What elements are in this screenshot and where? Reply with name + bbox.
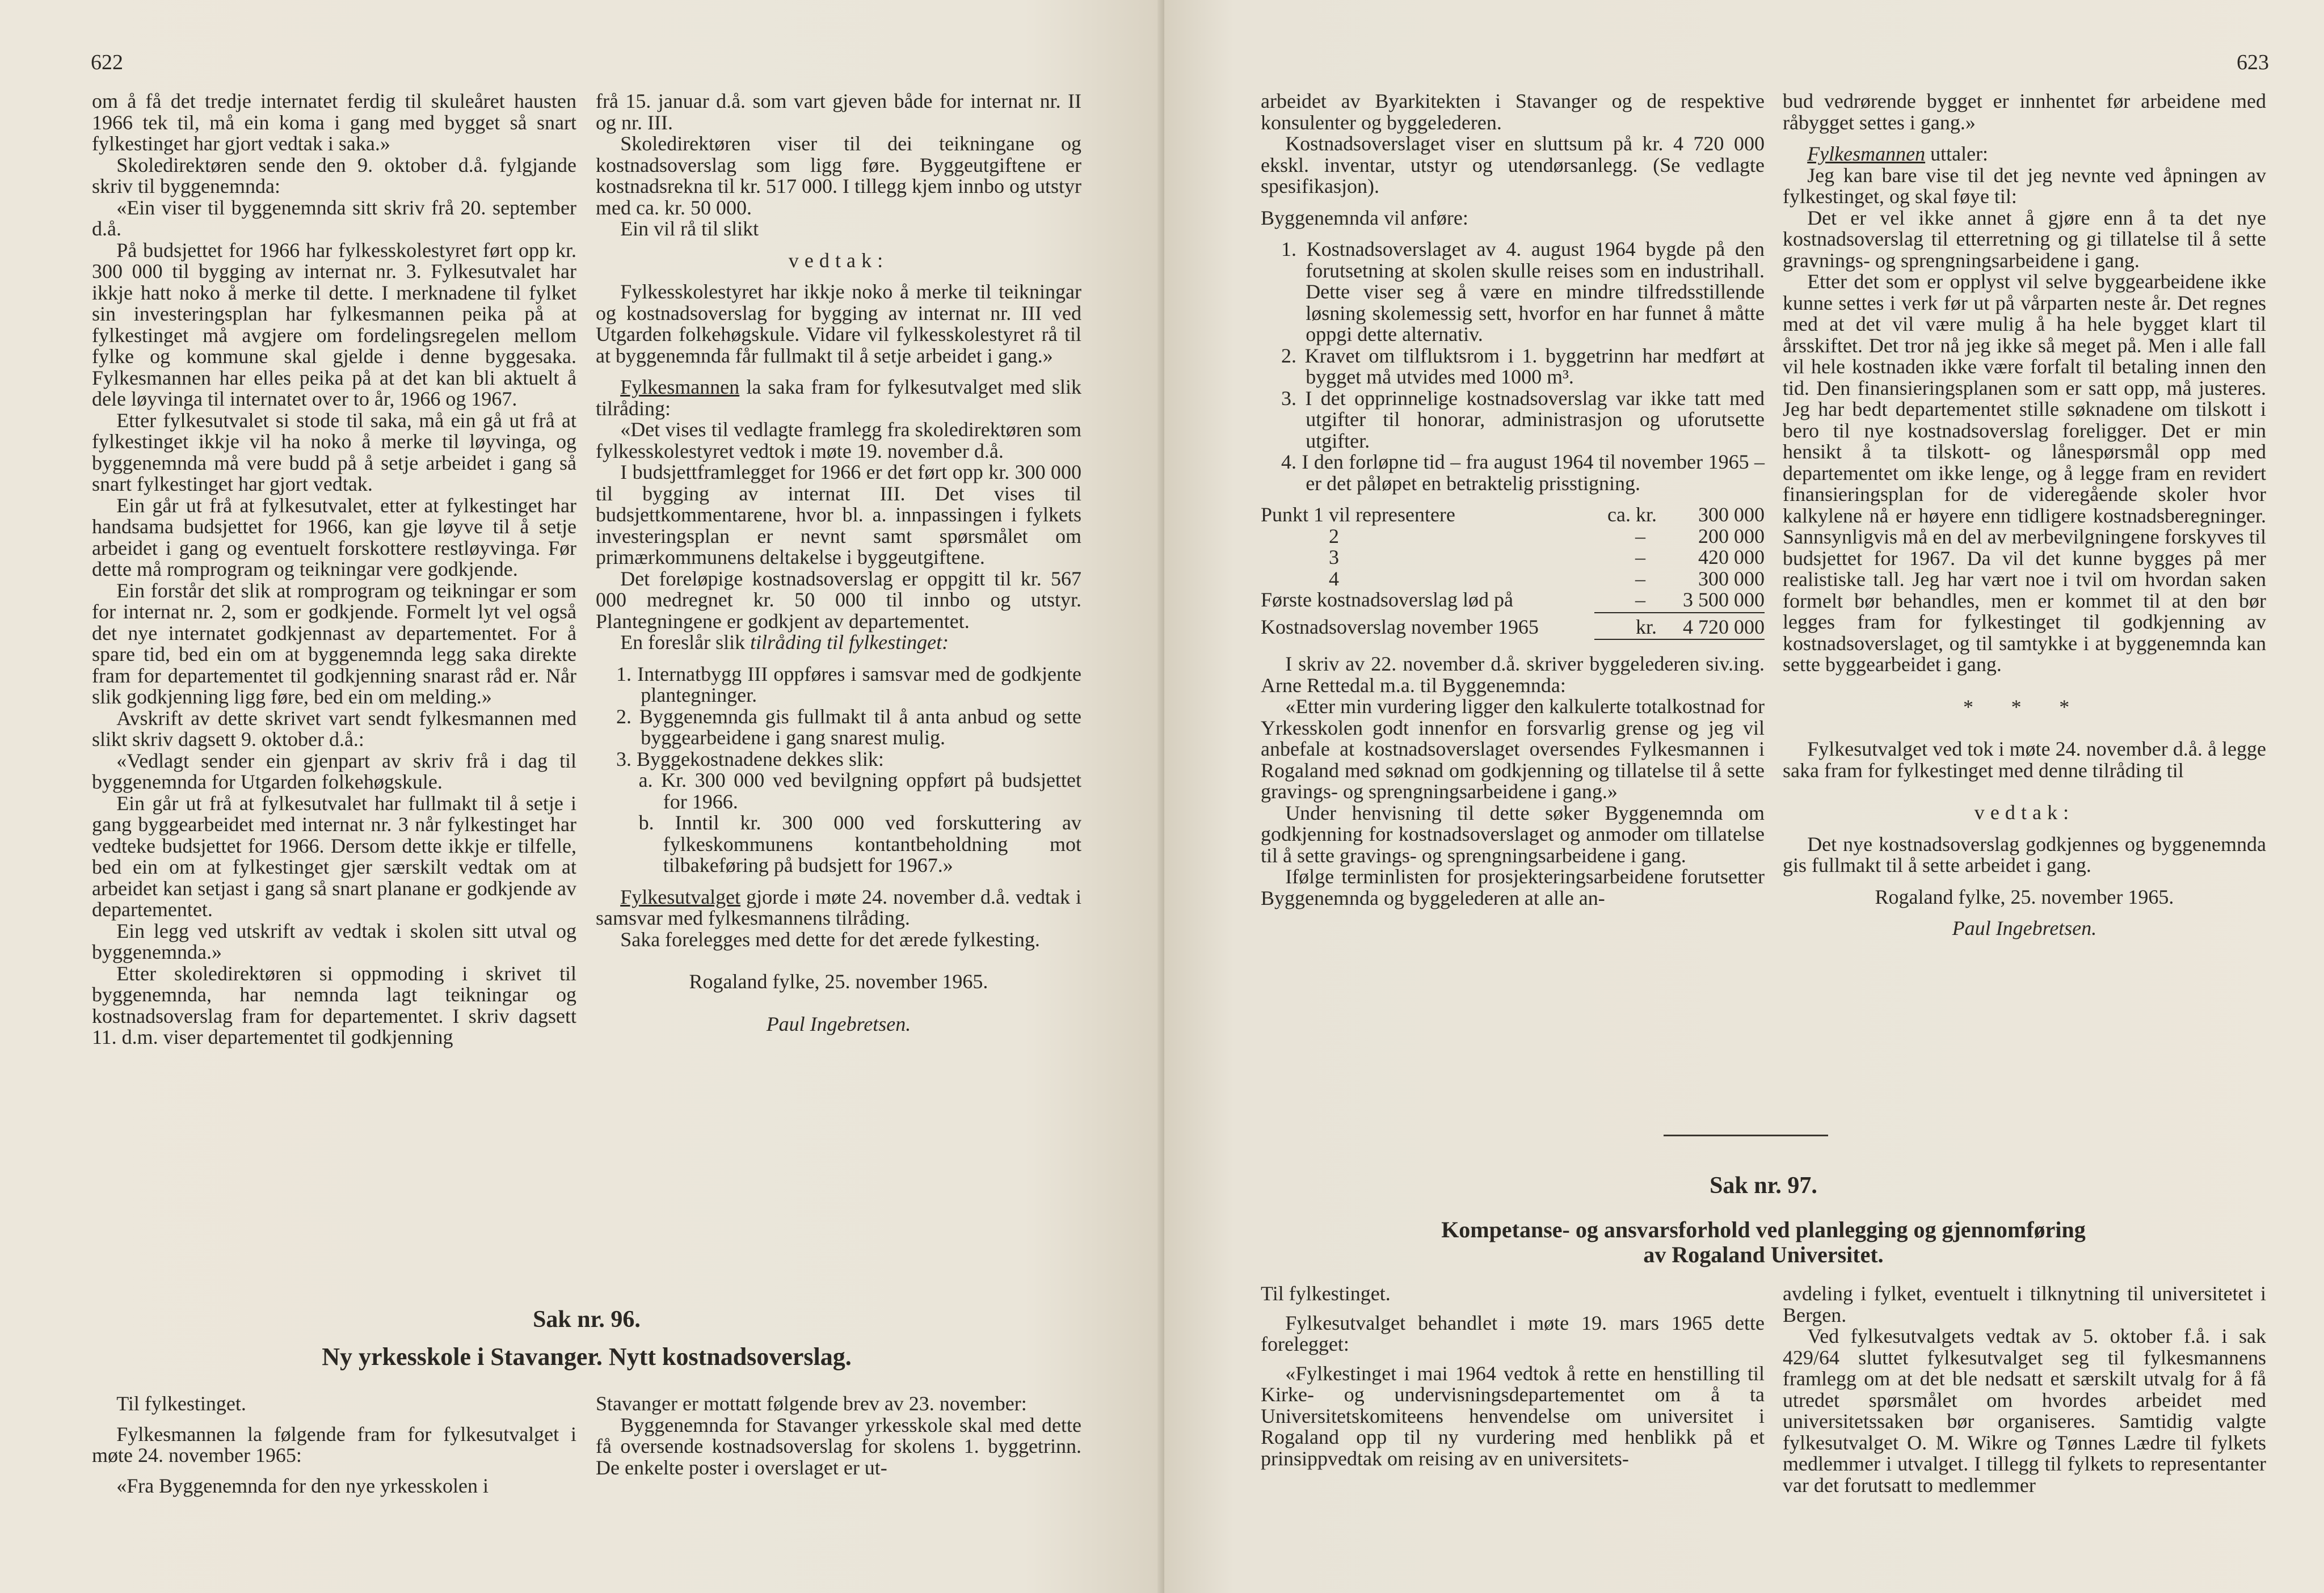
cost-amount: 200 000	[1698, 524, 1765, 547]
paragraph: «Fylkestinget i mai 1964 vedtok å rette en henstilling til Kirke- og undervisningsdepartementet om å ta Universitetskomiteens henvendelse om universitet i Rogaland opp til ny vurdering med henblikk på et prinsippvedtak om reising av en universitets-	[1261, 1362, 1765, 1470]
paragraph: Saka forelegges med dette for det ærede fylkesting.	[620, 928, 1040, 951]
paragraph: Kostnadsoverslaget viser en sluttsum på kr. 4 720 000 ekskl. inventar, utstyr og utendørsanlegg. (Se vedlagte spesifikasjon).	[1261, 132, 1765, 197]
paragraph	[596, 632, 1081, 654]
paragraph: Ein går ut frå at fylkesutvalet, etter at fylkestinget har handsama budsjettet for 1966, kan gje løyve til å setje arbeidet i gang og eventuelt forskottere restløyvinga. Før dette må romprogram og teikningar vere godkjende.	[92, 494, 576, 580]
fylkesmannen-label: Fylkesmannen	[1807, 142, 1926, 165]
right-column-2	[1783, 91, 2266, 939]
paragraph: Det er vel ikke annet å gjøre enn å ta det nye kostnadsoverslag til etterretning og gi tillatelse til å sette gravnings- og sprengningsarbeidene i gang.	[1783, 206, 2266, 272]
total-rule	[1594, 639, 1765, 640]
paragraph: om å få det tredje internatet ferdig til skuleåret hausten 1966 tek til, må ein koma i gang med bygget så snart fylkestinget har gjort vedtak i saka.»	[92, 90, 576, 155]
paragraph: «Ein viser til byggenemnda sitt skriv frå 20. september d.å.	[92, 196, 576, 240]
cost-total-amount: 4 720 000	[1683, 615, 1765, 638]
list-item: 1. Kostnadsoverslaget av 4. august 1964 bygde på den forutsetning at skolen skulle reises som en industrihall. Dette viser seg å være en mindre tilfredsstillende løsning skolemessig sett, hvorfor en har funnet å måtte oppgi dette alternativ.	[1281, 238, 1765, 345]
paragraph: Ein forstår det slik at romprogram og teikningar er som for internat nr. 2, som er godkjende. Formelt lyt vel også det nye internatet godkjennast av departementet. For å spare tid, bed ein om at byggenemnda legg saka direkte fram for departementet til godkjenning snarast råd er. Når slik godkjenning ligg føre, bed ein om melding.»	[92, 579, 576, 708]
cost-table	[1261, 504, 1765, 643]
text-span: uttaler:	[1925, 142, 1989, 165]
signature: Paul Ingebretsen.	[766, 1012, 911, 1035]
list-item: 4. I den forløpne tid – fra august 1964 til november 1965 – er det påløpet en betraktelig prisstigning.	[1281, 450, 1765, 495]
cost-amount: 420 000	[1698, 546, 1765, 568]
cost-total-label: Kostnadsoverslag november 1965	[1261, 615, 1539, 638]
paragraph: Jeg kan bare vise til det jeg nevnte ved åpningen av fylkestinget, og skal føye til:	[1783, 163, 2266, 208]
right-bottom-column-2	[1783, 1283, 2266, 1496]
cost-prefix: –	[1635, 588, 1645, 611]
paragraph: «Vedlagt sender ein gjenpart av skriv frå i dag til byggenemnda for Utgarden folkehøgskule.	[92, 749, 576, 793]
vedtak-heading: vedtak:	[1974, 801, 2075, 824]
paragraph: «Fra Byggenemnda for den nye yrkesskolen i	[116, 1474, 489, 1497]
fylkesmannen-label: Fylkesmannen	[620, 376, 740, 398]
sak-97-title: Sak nr. 97.	[1710, 1173, 1817, 1199]
paragraph: «Etter min vurdering ligger den kalkulerte totalkostnad for Yrkesskolen godt innenfor en forsvarlig grense og jeg vil anbefale at kostnadsoverslaget oversendes Fylkesmannen i Rogaland med søknad om godkjenning og tillatelse til å sette gravings- og sprengningsarbeidene i gang.»	[1261, 695, 1765, 803]
list-item: 2. Byggenemnda gis fullmakt til å anta anbud og sette byggearbeidene i gang snarest mulig.	[616, 705, 1081, 749]
cost-prefix: –	[1635, 546, 1645, 568]
sak-96-subtitle: Ny yrkesskole i Stavanger. Nytt kostnadsoverslag.	[322, 1343, 852, 1371]
paragraph: Fylkesutvalget ved tok i møte 24. november d.å. å legge saka fram for fylkestinget med denne tilråding til	[1783, 738, 2266, 782]
paragraph: Det nye kostnadsoverslag godkjennes og byggenemnda gis fullmakt til å sette arbeidet i gang.	[1783, 832, 2266, 876]
paragraph: Det foreløpige kostnadsoverslag er oppgitt til kr. 567 000 medregnet kr. 50 000 til innbo og utstyr. Plantegningene er godkjent av departementet.	[596, 567, 1081, 633]
cost-label: 4	[1329, 567, 1339, 590]
paragraph: Etter fylkesutvalet si stode til saka, må ein gå ut frå at fylkestinget ikkje vil ha noko å merke til løyvinga, og byggenemnda må vere budd på å setje arbeidet i gang så snart fylkestinget har gjort vedtak.	[92, 408, 576, 495]
list-item: 1. Internatbygg III oppføres i samsvar med de godkjente plantegninger.	[616, 662, 1081, 706]
paragraph: Byggenemnda for Stavanger yrkesskole skal med dette få oversende kostnadsoverslag for skolens 1. byggetrinn. De enkelte poster i overslaget er ut-	[596, 1413, 1081, 1479]
paragraph: Ein legg ved utskrift av vedtak i skolen sitt utval og byggenemnda.»	[92, 919, 576, 963]
list-item: 3. Byggekostnadene dekkes slik:	[616, 747, 884, 770]
signature: Paul Ingebretsen.	[1952, 917, 2097, 939]
list-item: 2. Kravet om tilfluktsrom i 1. byggetrinn har medført at bygget må utvides med 1000 m³.	[1281, 344, 1765, 388]
sum-rule	[1594, 612, 1765, 613]
paragraph: Byggenemnda vil anføre:	[1261, 206, 1468, 229]
cost-amount: 300 000	[1698, 503, 1765, 526]
left-bottom-column-2	[596, 1393, 1081, 1478]
paragraph: Ein går ut frå at fylkesutvalet har fullmakt til å setje i gang byggearbeidet med internat nr. 3 når fylkestinget har vedteke budsjettet for 1966. Dersom dette ikkje er tilfelle, bed ein om at fylkestinget gjer særskilt vedtak om at arbeidet kan setjast i gang så snart planane er godkjende av departementet.	[92, 791, 576, 921]
cost-label: Punkt 1 vil representere	[1261, 503, 1455, 526]
paragraph: avdeling i fylket, eventuelt i tilknytning til universitetet i Bergen.	[1783, 1282, 2266, 1326]
left-column-1	[92, 91, 576, 1048]
sak-97-subtitle-line-1: Kompetanse- og ansvarsforhold ved planlegging og gjennomføring	[1441, 1217, 2086, 1242]
paragraph: bud vedrørende bygget er innhentet før arbeidene med råbygget settes i gang.»	[1783, 90, 2266, 134]
paragraph: Stavanger er mottatt følgende brev av 23. november:	[596, 1392, 1027, 1415]
fylkesutvalget-label: Fylkesutvalget	[620, 885, 741, 908]
list-item: a. Kr. 300 000 ved bevilgning oppført på budsjettet for 1966.	[638, 769, 1081, 813]
paragraph: Til fylkestinget.	[1261, 1282, 1391, 1305]
place-date: Rogaland fylke, 25. november 1965.	[1875, 885, 2174, 908]
horizontal-rule	[1664, 1135, 1828, 1136]
right-bottom-column-1	[1261, 1283, 1765, 1469]
place-date: Rogaland fylke, 25. november 1965.	[689, 970, 988, 993]
cost-amount: 300 000	[1698, 567, 1765, 590]
sak-97-subtitle-line-2: av Rogaland Universitet.	[1643, 1242, 1884, 1267]
cost-label: Første kostnadsoverslag lød på	[1261, 588, 1513, 611]
paragraph: Under henvisning til dette søker Byggenemnda om godkjenning for kostnadsoverslaget og anmoder om tillatelse til å sette gravings- og sprengningsarbeidene i gang.	[1261, 801, 1765, 867]
paragraph	[596, 377, 1081, 419]
paragraph: Ein vil rå til slikt	[620, 217, 759, 240]
paragraph: Ifølge terminlisten for prosjekteringsarbeidene forutsetter Byggenemnda og byggelederen at alle an-	[1261, 865, 1765, 909]
cost-prefix: –	[1635, 567, 1645, 590]
left-bottom-column-1	[92, 1393, 576, 1497]
cost-amount: 3 500 000	[1683, 588, 1765, 611]
paragraph: I budsjettframlegget for 1966 er det ført opp kr. 300 000 til bygging av internat III. Det vises til budsjettkommentarene, hvor bl. a. innpassingen i fylkets investeringsplan er nevnt samt spørsmålet om primærkommunens deltakelse i byggeutgiftene.	[596, 461, 1081, 568]
list-item: b. Inntil kr. 300 000 ved forskuttering av fylkeskommunens kontantbeholdning mot tilbakeføring på budsjett for 1967.»	[638, 811, 1081, 876]
cost-prefix: –	[1635, 524, 1645, 547]
page-number-right: 623	[2237, 50, 2269, 74]
text-span: la saka fram for fylkesutvalget med slik tilråding:	[596, 376, 1081, 420]
text-span: tilråding til fylkestinget:	[750, 631, 949, 654]
section-separator: * * *	[1963, 695, 2086, 718]
sak-96-title: Sak nr. 96.	[533, 1307, 641, 1333]
paragraph	[1783, 144, 2266, 165]
paragraph: Avskrift av dette skrivet vart sendt fylkesmannen med slikt skriv dagsett 9. oktober d.å.:	[92, 706, 576, 751]
paragraph: Ved fylkesutvalgets vedtak av 5. oktober f.å. i sak 429/64 sluttet fylkesutvalget seg til fylkesmannens framlegg om at det ble nedsatt et særskilt utvalg for å få utredet spørsmålet om hvordes arbeidet med universitetssaken bør organiseres. Samtidig valgte fylkesutvalget O. M. Wikre og Tønnes Lædre til fylkets medlemmer i utvalget. I tillegg til fylkets to representanter var det forutsatt to medlemmer	[1783, 1325, 2266, 1497]
paragraph: Etter det som er opplyst vil selve byggearbeidene ikke kunne settes i verk før ut på vårparten neste år. Det regnes med at det vil være mulig å ha hele bygget klart til årsskiftet. Det tror nå jeg ikke så meget på. Men i alle fall vil hele kostnaden ikke være forfalt til betaling innen den tid. Den finansieringsplanen som er satt opp, må justeres. Jeg har bedt departementet stille søknadene om tilskott i bero til nye kostnadsoverslag foreligger. Det er min hensikt å ta tilskott- og lånespørsmål opp med departementet om ikke lenge, og å legge fram en revidert finansieringsplan for de videregående skoler hvor kalkylene nå er høyere enn tidligere kostnadsberegninger. Sannsynligvis må en del av merbevilgningene forskyves til budsjettet for 1967. Da vil det kunne bygges på mer realistiske tall. Jeg har vært noe i tvil om hvordan saken formelt bør behandles, men er kommet til at den bør legges fram for fylkestinget til godkjenning av kostnadsoverslaget, og til samtykke i at byggenemnda kan sette byggearbeidet i gang.	[1783, 270, 2266, 676]
paragraph: Skoledirektøren sende den 9. oktober d.å. fylgjande skriv til byggenemnda:	[92, 153, 576, 197]
text-span: En foreslår slik	[620, 631, 751, 654]
cost-label: 3	[1329, 546, 1339, 568]
page-number-left: 622	[91, 50, 123, 74]
cost-prefix: ca. kr.	[1607, 503, 1657, 526]
cost-label: 2	[1329, 524, 1339, 547]
right-page	[1164, 0, 2324, 1593]
paragraph: «Det vises til vedlagte framlegg fra skoledirektøren som fylkesskolestyret vedtok i møte 19. november d.å.	[596, 418, 1081, 462]
right-column-1	[1261, 91, 1765, 909]
paragraph: Skoledirektøren viser til dei teikningane og kostnadsoverslag som ligg føre. Byggeutgiftene er kostnadsrekna til kr. 517 000. I tillegg kjem innbo og utstyr med ca. kr. 50 000.	[596, 132, 1081, 219]
paragraph: På budsjettet for 1966 har fylkesskolestyret ført opp kr. 300 000 til bygging av internat nr. 3. Fylkesutvalet har ikkje hatt noko å merke til dette. I merknadene til fylket sin investeringsplan har fylkesmannen peika på at fylkestinget må avgjere om fordelingsregelen mellom fylke og kommune skal gjelde i denne byggesaka. Fylkesmannen har elles peika på at det kan bli aktuelt å dele løyvinga til internatet over to år, 1966 og 1967.	[92, 238, 576, 410]
cost-total-prefix: kr.	[1635, 615, 1657, 638]
paragraph: Fylkesskolestyret har ikkje noko å merke til teikningar og kostnadsoverslag for bygging av internat nr. III ved Utgarden folkehøgskule. Vidare vil fylkesskolestyret rå til at byggenemnda får fullmakt til å setje arbeidet i gang.»	[596, 280, 1081, 367]
paragraph	[596, 887, 1081, 929]
paragraph: arbeidet av Byarkitekten i Stavanger og de respektive konsulenter og byggelederen.	[1261, 90, 1765, 134]
paragraph: Fylkesmannen la følgende fram for fylkesutvalget i møte 24. november 1965:	[92, 1422, 576, 1466]
left-column-2	[596, 91, 1081, 1035]
paragraph: Til fylkestinget.	[116, 1392, 246, 1415]
paragraph: Fylkesutvalget behandlet i møte 19. mars 1965 dette forelegget:	[1261, 1311, 1765, 1355]
vedtak-heading: vedtak:	[788, 248, 889, 272]
paragraph: I skriv av 22. november d.å. skriver byggelederen siv.ing. Arne Rettedal m.a. til Byggenemnda:	[1261, 652, 1765, 697]
list-item: 3. I det opprinnelige kostnadsoverslag var ikke tatt med utgifter til honorar, administrasjon og uforutsette utgifter.	[1281, 386, 1765, 452]
paragraph: Etter skoledirektøren si oppmoding i skrivet til byggenemnda, har nemnda lagt teikningar og kostnadsoverslag fram for departementet. I skriv dagsett 11. d.m. viser departementet til godkjenning	[92, 962, 576, 1048]
paragraph: frå 15. januar d.å. som vart gjeven både for internat nr. II og nr. III.	[596, 90, 1081, 134]
text-span: gjorde i møte 24. november d.å. vedtak i samsvar med fylkesmannens tilråding.	[596, 885, 1081, 929]
